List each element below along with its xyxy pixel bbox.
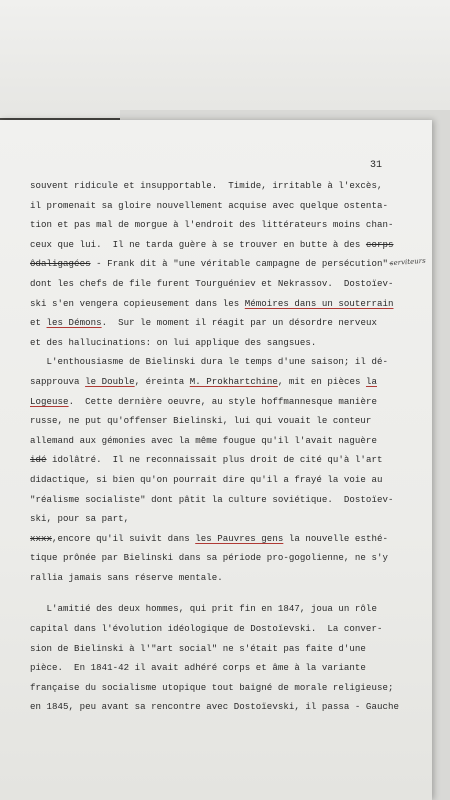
text-line	[30, 678, 425, 698]
text-run: L'enthousiasme de Bielinski dura le temps d'une saison; il dé-	[30, 356, 388, 368]
text-run: , mit en pièces	[277, 375, 366, 387]
text-line	[30, 470, 425, 490]
underlined-title: les Démons	[46, 317, 102, 329]
text-line	[30, 274, 425, 294]
text-line	[30, 392, 425, 412]
text-run: ceux que lui. Il ne tarda guère à se trouver en butte à des	[30, 238, 366, 250]
struck-text: corps	[365, 238, 394, 250]
text-run: ski s'en vengera copieusement dans les	[30, 297, 245, 309]
text-run: française du socialisme utopique tout baigné de morale religieuse;	[30, 681, 394, 693]
struck-text: xxxx	[30, 532, 53, 544]
text-run: . Sur le moment il réagit par un désordre nerveux	[101, 317, 377, 329]
text-line	[30, 697, 425, 717]
text-line	[30, 352, 425, 372]
text-run: . Cette dernière oeuvre, au style hoffmannesque manière	[68, 395, 377, 407]
text-run: "réalisme socialiste" dont pâtit la culture soviétique. Dostoïev-	[30, 493, 394, 505]
text-line	[30, 313, 425, 333]
text-run: rallia jamais sans réserve mentale.	[30, 571, 223, 583]
text-run: idolâtré. Il ne reconnaissait plus droit de cité qu'à l'art	[46, 454, 383, 466]
text-run: souvent ridicule et insupportable. Timide, irritable à l'excès,	[30, 180, 383, 191]
text-line	[30, 548, 425, 568]
text-line	[30, 294, 425, 314]
text-run: - Frank dit à "une véritable campagne de persécution"-	[90, 258, 394, 270]
text-run: sion de Bielinski à l'"art social" ne s'était pas faite d'une	[30, 642, 366, 654]
underlined-title: Logeuse	[30, 395, 69, 407]
underlined-title: le Double	[85, 375, 135, 387]
text-run: russe, ne put qu'offenser Bielinski, lui qui vouait le conteur	[30, 415, 372, 427]
paragraph-gap	[30, 587, 425, 599]
handwritten-correction: serviteurs	[389, 256, 426, 268]
text-run: sapprouva	[30, 375, 86, 387]
text-run: et des hallucinations: on lui applique des sangsues.	[30, 336, 317, 348]
text-line	[30, 176, 425, 196]
text-run: ski, pour sa part,	[30, 513, 130, 525]
text-line	[30, 509, 425, 529]
text-line	[30, 254, 425, 274]
text-run: tique prônée par Bielinski dans sa période pro-gogolienne, ne s'y	[30, 552, 388, 564]
underlined-title: Mémoires dans un souterrain	[244, 297, 394, 309]
text-line	[30, 235, 425, 255]
underlined-title: les Pauvres gens	[195, 532, 284, 544]
text-line	[30, 431, 425, 451]
text-line	[30, 372, 425, 392]
text-line	[30, 599, 425, 619]
text-run: la nouvelle esthé-	[283, 532, 388, 544]
underlined-title: M. Prokhartchine	[189, 375, 278, 387]
text-line	[30, 529, 425, 549]
text-run: en 1845, peu avant sa rencontre avec Dostoïevski, il passa - Gauche	[30, 701, 399, 713]
underlined-title: la	[365, 375, 377, 387]
text-run: pièce. En 1841-42 il avait adhéré corps et âme à la variante	[30, 662, 366, 674]
text-run: didactique, si bien qu'on pourrait dire qu'il a frayé la voie au	[30, 473, 383, 485]
text-run: L'amitié des deux hommes, qui prit fin en 1847, joua un rôle	[30, 603, 377, 615]
text-run: tion et pas mal de morgue à l'endroit des littérateurs moins chan-	[30, 219, 394, 231]
page-number: 31	[370, 160, 383, 171]
text-run: dont les chefs de file furent Tourguéniev et Nekrassov. Dostoïev-	[30, 277, 394, 289]
text-run: ,encore qu'il suivît dans	[52, 532, 196, 544]
text-line	[30, 196, 425, 216]
text-run: allemand aux gémonies avec la même fougue qu'il l'avait naguère	[30, 434, 377, 446]
text-line	[30, 333, 425, 353]
text-run: il promenait sa gloire nouvellement acquise avec quelque ostenta-	[30, 199, 388, 211]
paper-sheet-behind	[0, 0, 450, 118]
struck-text: ôdaligagées	[30, 258, 91, 270]
text-run: , éreinta	[134, 375, 190, 387]
text-line	[30, 450, 425, 470]
text-run: capital dans l'évolution idéologique de Dostoïevski. La conver-	[30, 623, 383, 635]
text-line	[30, 639, 425, 659]
typed-text-body	[30, 176, 425, 717]
struck-text: idé	[30, 454, 47, 466]
text-line	[30, 411, 425, 431]
text-line	[30, 568, 425, 588]
text-run: et	[30, 317, 47, 329]
text-line	[30, 490, 425, 510]
text-line	[30, 658, 425, 678]
text-line	[30, 619, 425, 639]
text-line	[30, 215, 425, 235]
